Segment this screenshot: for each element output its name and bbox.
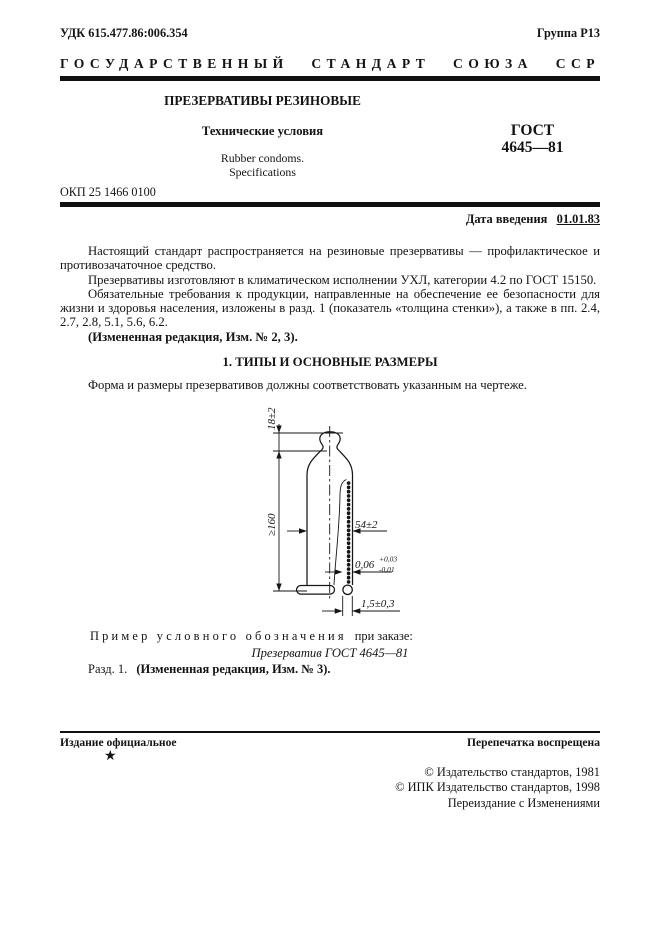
title-rule (60, 202, 600, 207)
arrowhead (335, 569, 343, 574)
title-en-line1: Rubber condoms. (220, 151, 305, 165)
document-title-english (60, 152, 465, 179)
document-subtitle: Технические условия (201, 124, 324, 138)
copyright-1998: © ИПК Издательство стандартов, 1998 (395, 780, 600, 795)
intro-amendment-note: (Измененная редакция, Изм. № 2, 3). (88, 329, 298, 344)
arrowhead (276, 451, 281, 459)
dim-wall-tolerance-minus: -0,01 (379, 565, 395, 574)
dim-wall-label: 0,06 (355, 559, 375, 571)
intro-paragraph-2: Презервативы изготовляют в климатическом исполнении УХЛ, категории 4.2 по ГОСТ 15150. (88, 272, 597, 287)
footer (60, 736, 600, 749)
order-example-label: Пример условного обозначения (90, 629, 347, 643)
effective-date-value: 01.01.83 (556, 212, 600, 226)
intro-text (60, 244, 600, 344)
arrowhead (299, 528, 307, 533)
section-ref: Разд. 1. (88, 662, 128, 676)
official-edition-label: Издание официальное (60, 736, 177, 749)
inner-surface-line (334, 480, 347, 586)
footer-rule (60, 731, 600, 733)
dim-total-length-label: ≥160 (266, 513, 278, 536)
title-en-line2: Specifications (229, 164, 296, 179)
document-header (60, 26, 600, 41)
gost-number: 4645—81 (501, 139, 564, 156)
rim-roll-left (297, 586, 335, 595)
gost-label: ГОСТ (510, 122, 555, 139)
order-designation: Презерватив ГОСТ 4645—81 (251, 646, 409, 660)
intro-paragraph-1: Настоящий стандарт распространяется на резиновые презервативы — профилактическое и противозачаточное средство. (60, 244, 600, 273)
dim-tip-length-label: 18±2 (266, 407, 278, 430)
copyright-block (60, 765, 600, 811)
reprint-forbidden-label: Перепечатка воспрещена (466, 736, 600, 749)
star-icon: ★ (104, 749, 117, 764)
order-example-line (60, 629, 630, 644)
effective-date (60, 212, 600, 227)
header-rule (60, 76, 600, 81)
intro-paragraph-3: Обязательные требования к продукции, направленные на обеспечение ее безопасности для жизни и здоровья населения, изложены в разд. 1 (показатель «толщина стенки»), а также в пп. 2.4, 2.7, 2.8, 5.1, 5.6, 6.2. (60, 286, 600, 330)
document-title: ПРЕЗЕРВАТИВЫ РЕЗИНОВЫЕ (164, 93, 361, 108)
dim-rim-label: 1,5±0,3 (361, 598, 395, 610)
arrowhead (335, 608, 343, 613)
section-1-heading: 1. ТИПЫ И ОСНОВНЫЕ РАЗМЕРЫ (222, 355, 438, 369)
reissue-note: Переиздание с Изменениями (447, 795, 600, 810)
section-amendment-line (60, 662, 628, 677)
udk-code: УДК 615.477.86:006.354 (60, 26, 188, 40)
section-1-paragraph: Форма и размеры презервативов должны соответствовать указанным на чертеже. (88, 378, 527, 392)
copyright-1981: © Издательство стандартов, 1981 (424, 765, 600, 779)
okp-code: ОКП 25 1466 0100 (60, 185, 156, 199)
gov-standard-line: ГОСУДАРСТВЕННЫЙ СТАНДАРТ СОЮЗА ССР (60, 56, 600, 71)
effective-date-label: Дата введения (465, 212, 548, 226)
dim-width-label: 54±2 (355, 519, 378, 531)
gost-number-block (465, 122, 600, 156)
section-amendment-note: (Измененная редакция, Изм. № 3). (136, 662, 331, 676)
arrowhead (352, 608, 360, 613)
condom-technical-drawing (230, 403, 460, 625)
rim-roll-section (343, 585, 352, 594)
title-block (60, 93, 465, 179)
dim-wall-tolerance-plus: +0,03 (379, 554, 398, 564)
order-example-label-rest: при заказе: (354, 629, 413, 643)
group-code: Группа Р13 (536, 26, 600, 40)
arrowhead (276, 584, 281, 592)
